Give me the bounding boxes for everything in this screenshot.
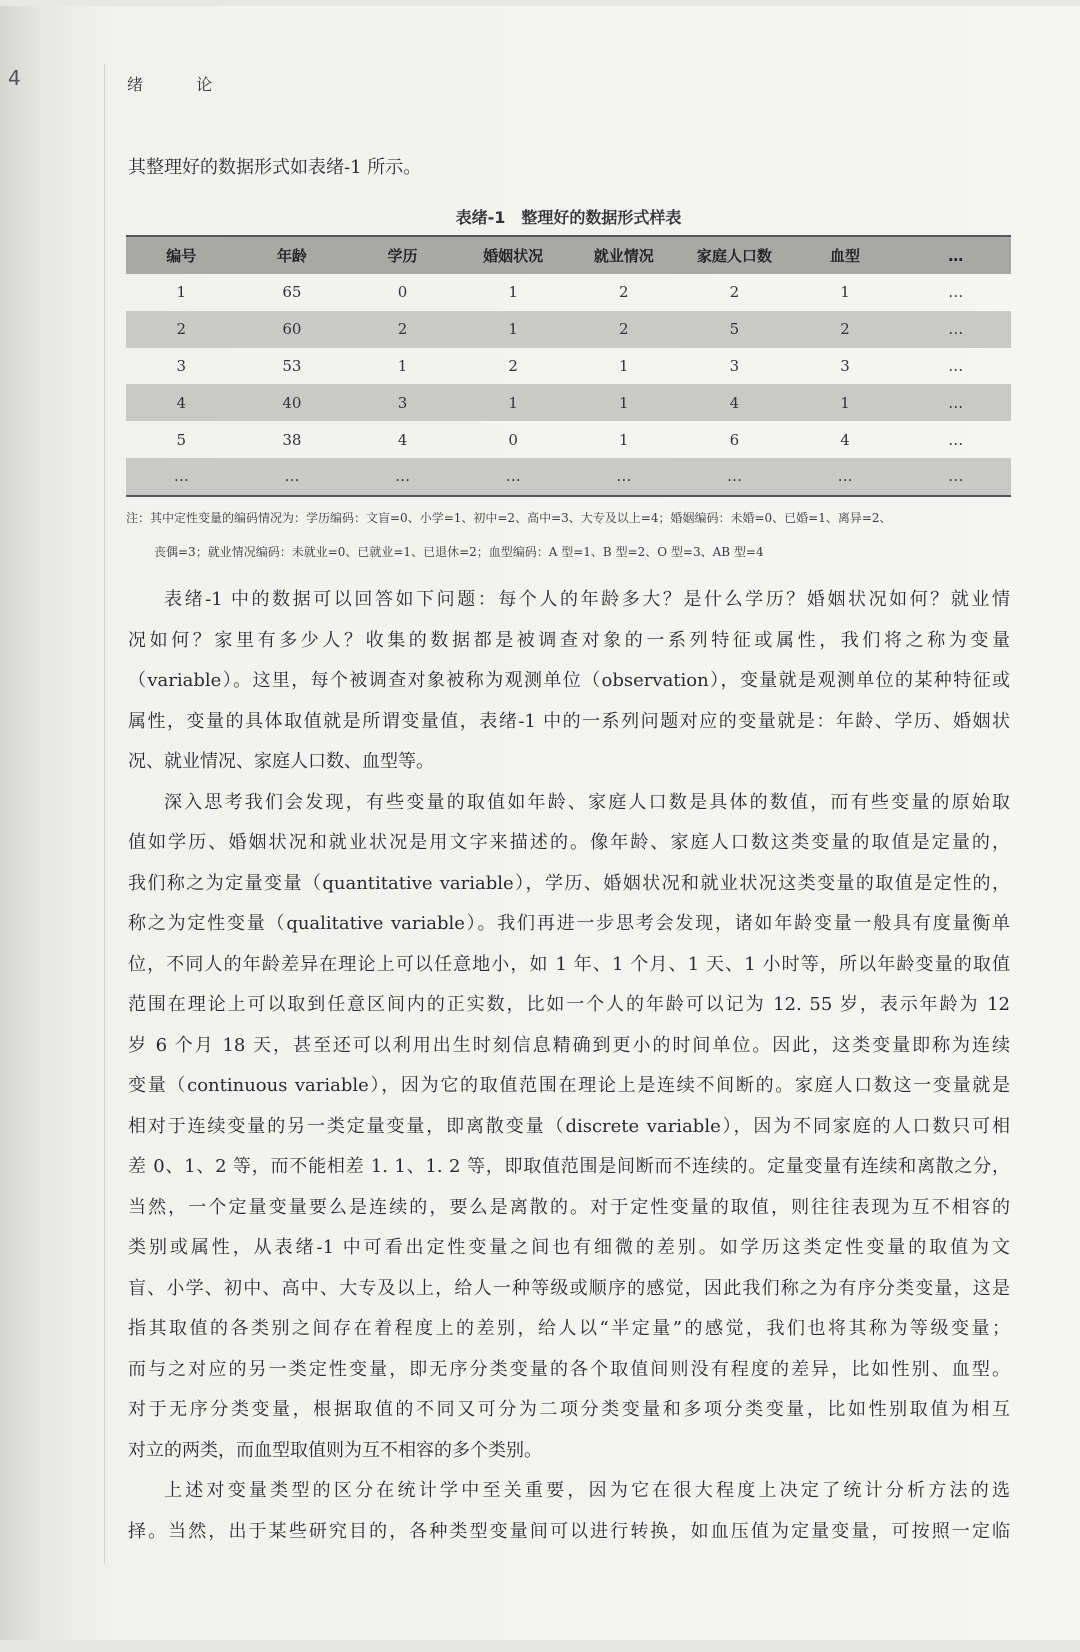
table-cell: 1 — [397, 356, 408, 375]
table-cell: 65 — [282, 283, 302, 302]
table-caption: 表绪-1 整理好的数据形式样表 — [455, 208, 682, 227]
table-cell: … — [948, 283, 964, 302]
table-note — [126, 501, 1016, 569]
table-row — [126, 421, 1011, 458]
table-cell: … — [900, 311, 1011, 348]
table-cell: … — [126, 458, 237, 496]
table-cell: 2 — [347, 311, 458, 348]
table-header-cell: 婚姻状况 — [458, 236, 569, 274]
table-cell: 1 — [458, 384, 569, 421]
table-cell: 1 — [790, 384, 901, 421]
paragraph — [128, 580, 1010, 783]
table-cell: 38 — [282, 430, 302, 449]
table-cell: 4 — [126, 384, 237, 421]
intro-sentence: 其整理好的数据形式如表绪-1 所示。 — [128, 157, 422, 178]
table-cell: 3 — [840, 356, 850, 375]
table-cell: 40 — [237, 384, 348, 421]
table-header-cell: … — [900, 236, 1011, 274]
table-cell: … — [948, 430, 964, 449]
table-cell: 5 — [679, 311, 790, 348]
table-header-row — [126, 236, 1011, 274]
table-body — [126, 274, 1011, 496]
text-line: 对于无序分类变量，根据取值的不同又可分为二项分类变量和多项分类变量，比如性别取值为相互 — [128, 1399, 1010, 1420]
table-row — [126, 274, 1011, 311]
scan-bottom-edge — [0, 1640, 1080, 1652]
text-line: 深入思考我们会发现，有些变量的取值如年龄、家庭人口数是具体的数值，而有些变量的原始取 — [164, 791, 1010, 813]
table-cell: 53 — [282, 356, 302, 375]
table-row — [126, 311, 1011, 348]
table-row — [126, 458, 1011, 496]
text-line: 称之为定性变量（qualitative variable）。我们再进一步思考会发现，诸如年龄变量一般具有度量衡单 — [128, 913, 1010, 934]
text-line: 差 0、1、2 等，而不能相差 1. 1、1. 2 等，即取值范围是间断而不连续的。定量变量有连续和离散之分， — [128, 1156, 1010, 1177]
text-line: 况、就业情况、家庭人口数、血型等。 — [128, 751, 434, 772]
text-line: 指其取值的各类别之间存在着程度上的差别，给人以“半定量”的感觉，我们也将其称为等级变量； — [128, 1318, 1010, 1339]
table-cell: 0 — [508, 430, 518, 449]
paragraph — [128, 783, 1010, 1472]
book-page — [0, 6, 1080, 1640]
table-header-cell: 年龄 — [237, 236, 348, 274]
table-cell: … — [569, 458, 680, 496]
table-cell: 1 — [569, 384, 680, 421]
table-cell: … — [679, 458, 790, 496]
table-cell: 4 — [679, 384, 790, 421]
text-line: 位，不同人的年龄差异在理论上可以任意地小，如 1 年、1 个月、1 天、1 小时等，所以年龄变量的取值 — [128, 953, 1010, 975]
table-cell: … — [948, 356, 964, 375]
table-cell: 3 — [729, 356, 740, 375]
table-row — [126, 384, 1011, 421]
table-note-line: 注：其中定性变量的编码情况为：学历编码：文盲=0、小学=1、初中=2、高中=3、大专及以上=4；婚姻编码：未婚=0、已婚=1、离异=2、 — [126, 511, 892, 525]
table-cell: 2 — [619, 283, 629, 302]
table-cell: 1 — [619, 356, 629, 375]
text-line: 相对于连续变量的另一类定量变量，即离散变量（discrete variable），因为不同家庭的人口数只可相 — [128, 1115, 1010, 1137]
table-cell: 1 — [176, 283, 187, 302]
text-line: 盲、小学、初中、高中、大专及以上，给人一种等级或顺序的感觉，因此我们称之为有序分类变量，这是 — [128, 1277, 1010, 1299]
table-header-cell: 编号 — [126, 236, 237, 274]
table-cell: 2 — [126, 311, 237, 348]
table-cell: 3 — [176, 356, 187, 375]
text-line: 对立的两类，而血型取值则为互不相容的多个类别。 — [128, 1439, 542, 1461]
table-header-cell: 学历 — [347, 236, 458, 274]
margin-rule — [104, 64, 105, 1564]
table-cell: 5 — [176, 430, 187, 449]
text-line: 我们称之为定量变量（quantitative variable），学历、婚姻状况和就业状况这类变量的取值是定性的， — [128, 872, 1010, 894]
table-header-cell: 就业情况 — [569, 236, 680, 274]
running-head: 绪 论 — [127, 75, 237, 94]
table-cell: … — [900, 458, 1011, 496]
table-cell: 4 — [397, 430, 408, 449]
table-cell: 0 — [397, 283, 408, 302]
text-line: 当然，一个定量变量要么是连续的，要么是离散的。对于定性变量的取值，则往往表现为互不相容的 — [128, 1196, 1010, 1218]
table-row — [126, 348, 1011, 385]
table-cell: 1 — [458, 311, 569, 348]
table-cell: … — [347, 458, 458, 496]
table-cell: 3 — [347, 384, 458, 421]
table-cell: 1 — [508, 283, 518, 302]
table-cell: 1 — [619, 430, 629, 449]
paragraph — [128, 1471, 1010, 1552]
text-line: 况如何？家里有多少人？收集的数据都是被调查对象的一系列特征或属性，我们将之称为变量 — [128, 629, 1010, 651]
text-line: 岁 6 个月 18 天，甚至还可以利用出生时刻信息精确到更小的时间单位。因此，这类变量即称为连续 — [128, 1034, 1010, 1056]
table-cell: 2 — [790, 311, 901, 348]
text-line: （variable）。这里，每个被调查对象被称为观测单位（observation），变量就是观测单位的某种特征或 — [128, 670, 1010, 691]
text-line: 值如学历、婚姻状况和就业状况是用文字来描述的。像年龄、家庭人口数这类变量的取值是定量的， — [128, 832, 1010, 853]
table-cell: 4 — [840, 430, 850, 449]
table-cell: 60 — [237, 311, 348, 348]
table-cell: … — [237, 458, 348, 496]
text-line: 变量（continuous variable），因为它的取值范围在理论上是连续不间断的。家庭人口数这一变量就是 — [128, 1075, 1010, 1096]
text-line: 类别或属性，从表绪-1 中可看出定性变量之间也有细微的差别。如学历这类定性变量的取值为文 — [128, 1237, 1010, 1258]
text-line: 择。当然，出于某些研究目的，各种类型变量间可以进行转换，如血压值为定量变量，可按照一定临 — [128, 1520, 1010, 1542]
data-table — [126, 235, 1011, 497]
table-header-cell: 家庭人口数 — [679, 236, 790, 274]
table-cell: 2 — [508, 356, 518, 375]
text-line: 上述对变量类型的区分在统计学中至关重要，因为它在很大程度上决定了统计分析方法的选 — [164, 1480, 1010, 1501]
text-line: 表绪-1 中的数据可以回答如下问题：每个人的年龄多大？是什么学历？婚姻状况如何？就业情 — [164, 589, 1010, 610]
body-text — [128, 580, 1010, 1552]
table-note-line: 丧偶=3；就业情况编码：未就业=0、已就业=1、已退休=2；血型编码：A 型=1、B 型=2、O 型=3、AB 型=4 — [154, 545, 764, 559]
text-line: 范围在理论上可以取到任意区间内的正实数，比如一个人的年龄可以记为 12. 55 岁，表示年龄为 12 — [128, 994, 1010, 1015]
table-cell: 6 — [729, 430, 740, 449]
table-cell: 2 — [729, 283, 740, 302]
table-cell: 2 — [569, 311, 680, 348]
table-cell: 1 — [840, 283, 850, 302]
table-cell: … — [790, 458, 901, 496]
table-header-cell: 血型 — [790, 236, 901, 274]
text-line: 属性，变量的具体取值就是所谓变量值，表绪-1 中的一系列问题对应的变量就是：年龄、学历、婚姻状 — [128, 710, 1010, 732]
text-line: 而与之对应的另一类定性变量，即无序分类变量的各个取值间则没有程度的差异，比如性别、血型。 — [128, 1358, 1010, 1380]
table-cell: … — [900, 384, 1011, 421]
table-cell: … — [458, 458, 569, 496]
page-number: 4 — [8, 66, 21, 90]
